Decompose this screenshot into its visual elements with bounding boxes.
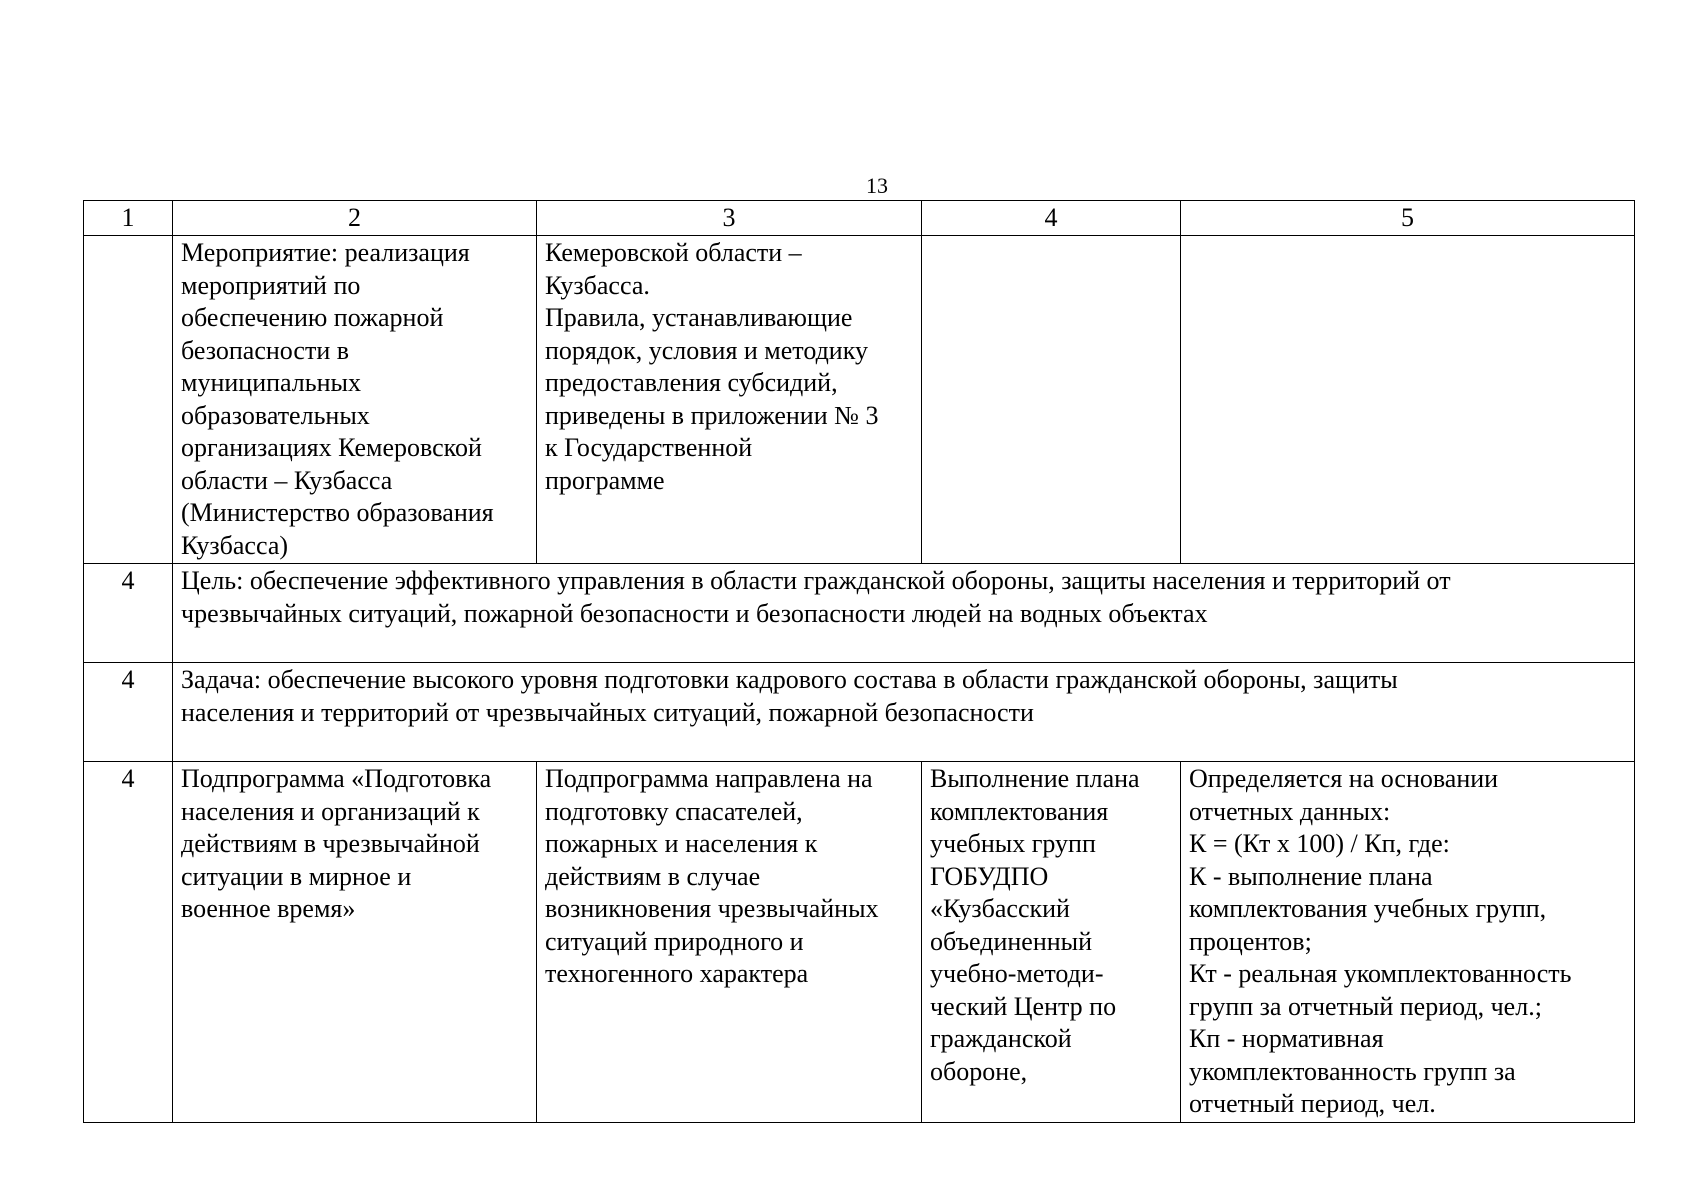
cell-line: программе xyxy=(545,465,665,495)
cell-line: Подпрограмма направлена на xyxy=(545,764,873,793)
cell-line: групп за отчетный период, чел.; xyxy=(1189,991,1542,1021)
cell-line: Выполнение плана xyxy=(930,764,1140,793)
cell-line: К = (Кт х 100) / Кп, где: xyxy=(1189,829,1450,858)
cell-line: муниципальных xyxy=(181,368,362,397)
subprogram-name-cell xyxy=(173,762,537,1123)
cell-line: учебно-методи- xyxy=(930,959,1104,988)
cell-line: Определяется на основании xyxy=(1189,764,1499,793)
cell-line: предоставления субсидий, xyxy=(545,368,838,397)
goal-number-cell: 4 xyxy=(84,564,173,663)
cell-line: мероприятий по xyxy=(181,270,361,300)
cell-line: К - выполнение плана xyxy=(1189,861,1433,891)
cell-line: Цель: обеспечение эффективного управления в области гражданской обороны, защиты населения и территорий от xyxy=(181,566,1451,595)
cell-line: техногенного характера xyxy=(545,959,809,988)
cell-line: «Кузбасский xyxy=(930,894,1070,923)
cell-line: Кемеровской области – xyxy=(545,238,802,267)
cell-line: объединенный xyxy=(930,926,1093,956)
cell-line: обороне, xyxy=(930,1056,1028,1086)
cell-line: Подпрограмма «Подготовка xyxy=(181,764,492,793)
cell-line: организациях Кемеровской xyxy=(181,433,482,462)
cell-line: населения и организаций к xyxy=(181,796,480,826)
page-number: 13 xyxy=(866,173,888,198)
cell-line: безопасности в xyxy=(181,335,350,365)
cell-line: комплектования xyxy=(930,796,1109,826)
header-col-3: 3 xyxy=(537,201,922,236)
cell-line: пожарных и населения к xyxy=(545,829,818,858)
task-number-cell: 4 xyxy=(84,663,173,762)
cell-line: отчетных данных: xyxy=(1189,796,1391,826)
cell-line: возникновения чрезвычайных xyxy=(545,894,879,923)
cell-line: Правила, устанавливающие xyxy=(545,303,853,332)
table-header-row xyxy=(84,201,1635,236)
table-row-task xyxy=(84,663,1635,762)
cell-line: военное время» xyxy=(181,894,356,923)
header-col-4: 4 xyxy=(922,201,1181,236)
cell-line: подготовку спасателей, xyxy=(545,796,803,826)
cell-line: Кузбасса) xyxy=(181,530,289,560)
cell-line: Мероприятие: реализация xyxy=(181,238,470,267)
goal-text-cell xyxy=(173,564,1635,663)
subprogram-description-cell xyxy=(537,762,922,1123)
cell-line: ситуаций природного и xyxy=(545,926,804,956)
cell-line: к Государственной xyxy=(545,433,753,462)
subprogram-indicator-cell xyxy=(922,762,1181,1123)
indicators-table xyxy=(83,200,1635,1123)
cell-line: ГОБУДПО xyxy=(930,861,1049,891)
cell-line: гражданской xyxy=(930,1024,1072,1053)
measure-method-cell xyxy=(1181,236,1635,564)
cell-line: действиям в чрезвычайной xyxy=(181,829,480,858)
table-row-measure xyxy=(84,236,1635,564)
cell-line: комплектования учебных групп, xyxy=(1189,894,1547,923)
measure-indicator-cell xyxy=(922,236,1181,564)
subprogram-method-cell xyxy=(1181,762,1635,1123)
cell-line: приведены в приложении № 3 xyxy=(545,400,879,430)
cell-line: Кузбасса. xyxy=(545,270,650,300)
cell-line: процентов; xyxy=(1189,926,1312,956)
cell-line: (Министерство образования xyxy=(181,498,494,527)
cell-line: действиям в случае xyxy=(545,861,761,891)
header-col-1: 1 xyxy=(84,201,173,236)
cell-line: области – Кузбасса xyxy=(181,465,393,495)
cell-line: образовательных xyxy=(181,400,370,430)
cell-line: Кт - реальная укомплектованность xyxy=(1189,959,1572,988)
cell-line: учебных групп xyxy=(930,829,1096,858)
measure-name-cell xyxy=(173,236,537,564)
cell-line: ческий Центр по xyxy=(930,991,1117,1021)
measure-number-cell xyxy=(84,236,173,564)
cell-line: Кп - нормативная xyxy=(1189,1024,1384,1053)
table-row-subprogram xyxy=(84,762,1635,1123)
cell-line: Задача: обеспечение высокого уровня подготовки кадрового состава в области гражданской обороны, защиты xyxy=(181,665,1398,694)
cell-line: населения и территорий от чрезвычайных ситуаций, пожарной безопасности xyxy=(181,697,1034,727)
cell-line: чрезвычайных ситуаций, пожарной безопасности и безопасности людей на водных объектах xyxy=(181,598,1208,628)
cell-line: ситуации в мирное и xyxy=(181,861,412,891)
cell-line: порядок, условия и методику xyxy=(545,335,868,365)
header-col-2: 2 xyxy=(173,201,537,236)
cell-line: укомплектованность групп за xyxy=(1189,1056,1516,1086)
subprogram-number-cell: 4 xyxy=(84,762,173,1123)
header-col-5: 5 xyxy=(1181,201,1635,236)
cell-line: обеспечению пожарной xyxy=(181,303,444,332)
cell-line: отчетный период, чел. xyxy=(1189,1089,1436,1118)
table-row-goal xyxy=(84,564,1635,663)
measure-description-cell xyxy=(537,236,922,564)
task-text-cell xyxy=(173,663,1635,762)
